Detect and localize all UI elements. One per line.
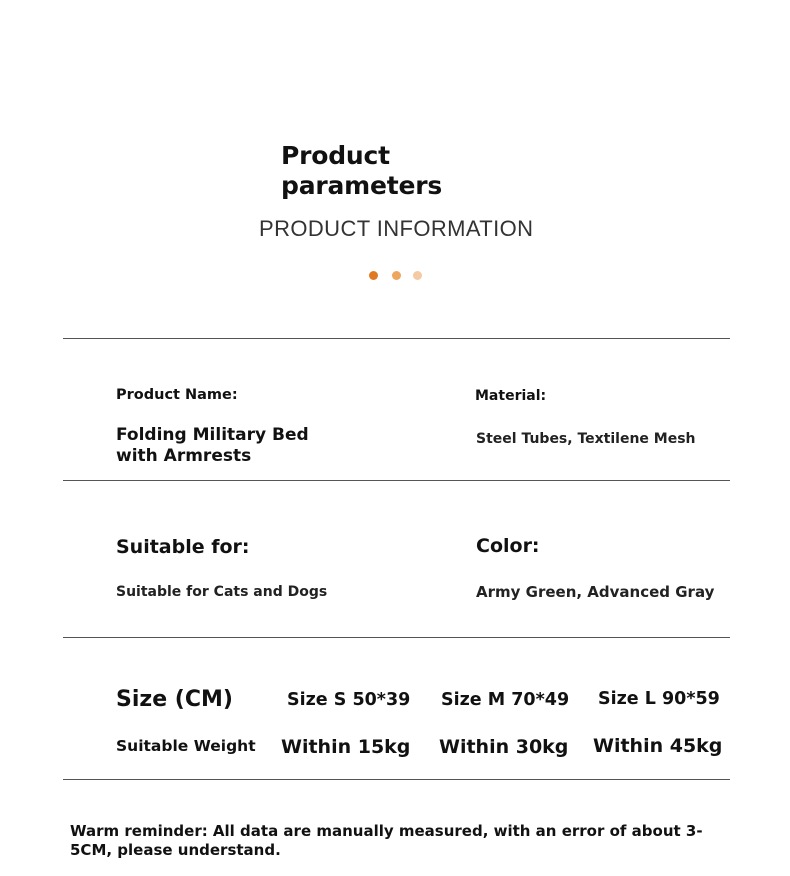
- divider: [63, 480, 730, 481]
- product-name-label: Product Name:: [116, 387, 238, 403]
- page-title: Product parameters: [281, 141, 443, 200]
- color-label: Color:: [476, 535, 540, 557]
- weight-s: Within 15kg: [281, 736, 411, 758]
- page-subtitle: PRODUCT INFORMATION: [259, 216, 534, 241]
- weight-m: Within 30kg: [439, 736, 569, 758]
- size-m: Size M 70*49: [441, 690, 570, 710]
- suitable-weight-label: Suitable Weight: [116, 737, 256, 755]
- product-name-value: [116, 425, 309, 467]
- color-value: Army Green, Advanced Gray: [476, 583, 715, 601]
- product-name-line-2: with Armrests: [116, 446, 252, 466]
- decorative-dot-1: [369, 271, 378, 280]
- product-name-line-1: Folding Military Bed: [116, 425, 309, 445]
- decorative-dot-2: [392, 271, 401, 280]
- size-l: Size L 90*59: [598, 689, 720, 709]
- material-label: Material:: [475, 388, 547, 404]
- material-value: Steel Tubes, Textilene Mesh: [476, 431, 696, 447]
- size-s: Size S 50*39: [287, 690, 411, 710]
- divider: [63, 338, 730, 339]
- warm-reminder: Warm reminder: All data are manually measured, with an error of about 3-5CM, please understand.: [70, 822, 703, 859]
- decorative-dot-3: [413, 271, 422, 280]
- divider: [63, 779, 730, 780]
- weight-l: Within 45kg: [593, 735, 723, 757]
- suitable-for-value: Suitable for Cats and Dogs: [116, 584, 328, 600]
- size-label: Size (CM): [116, 687, 233, 712]
- suitable-for-label: Suitable for:: [116, 536, 250, 558]
- divider: [63, 637, 730, 638]
